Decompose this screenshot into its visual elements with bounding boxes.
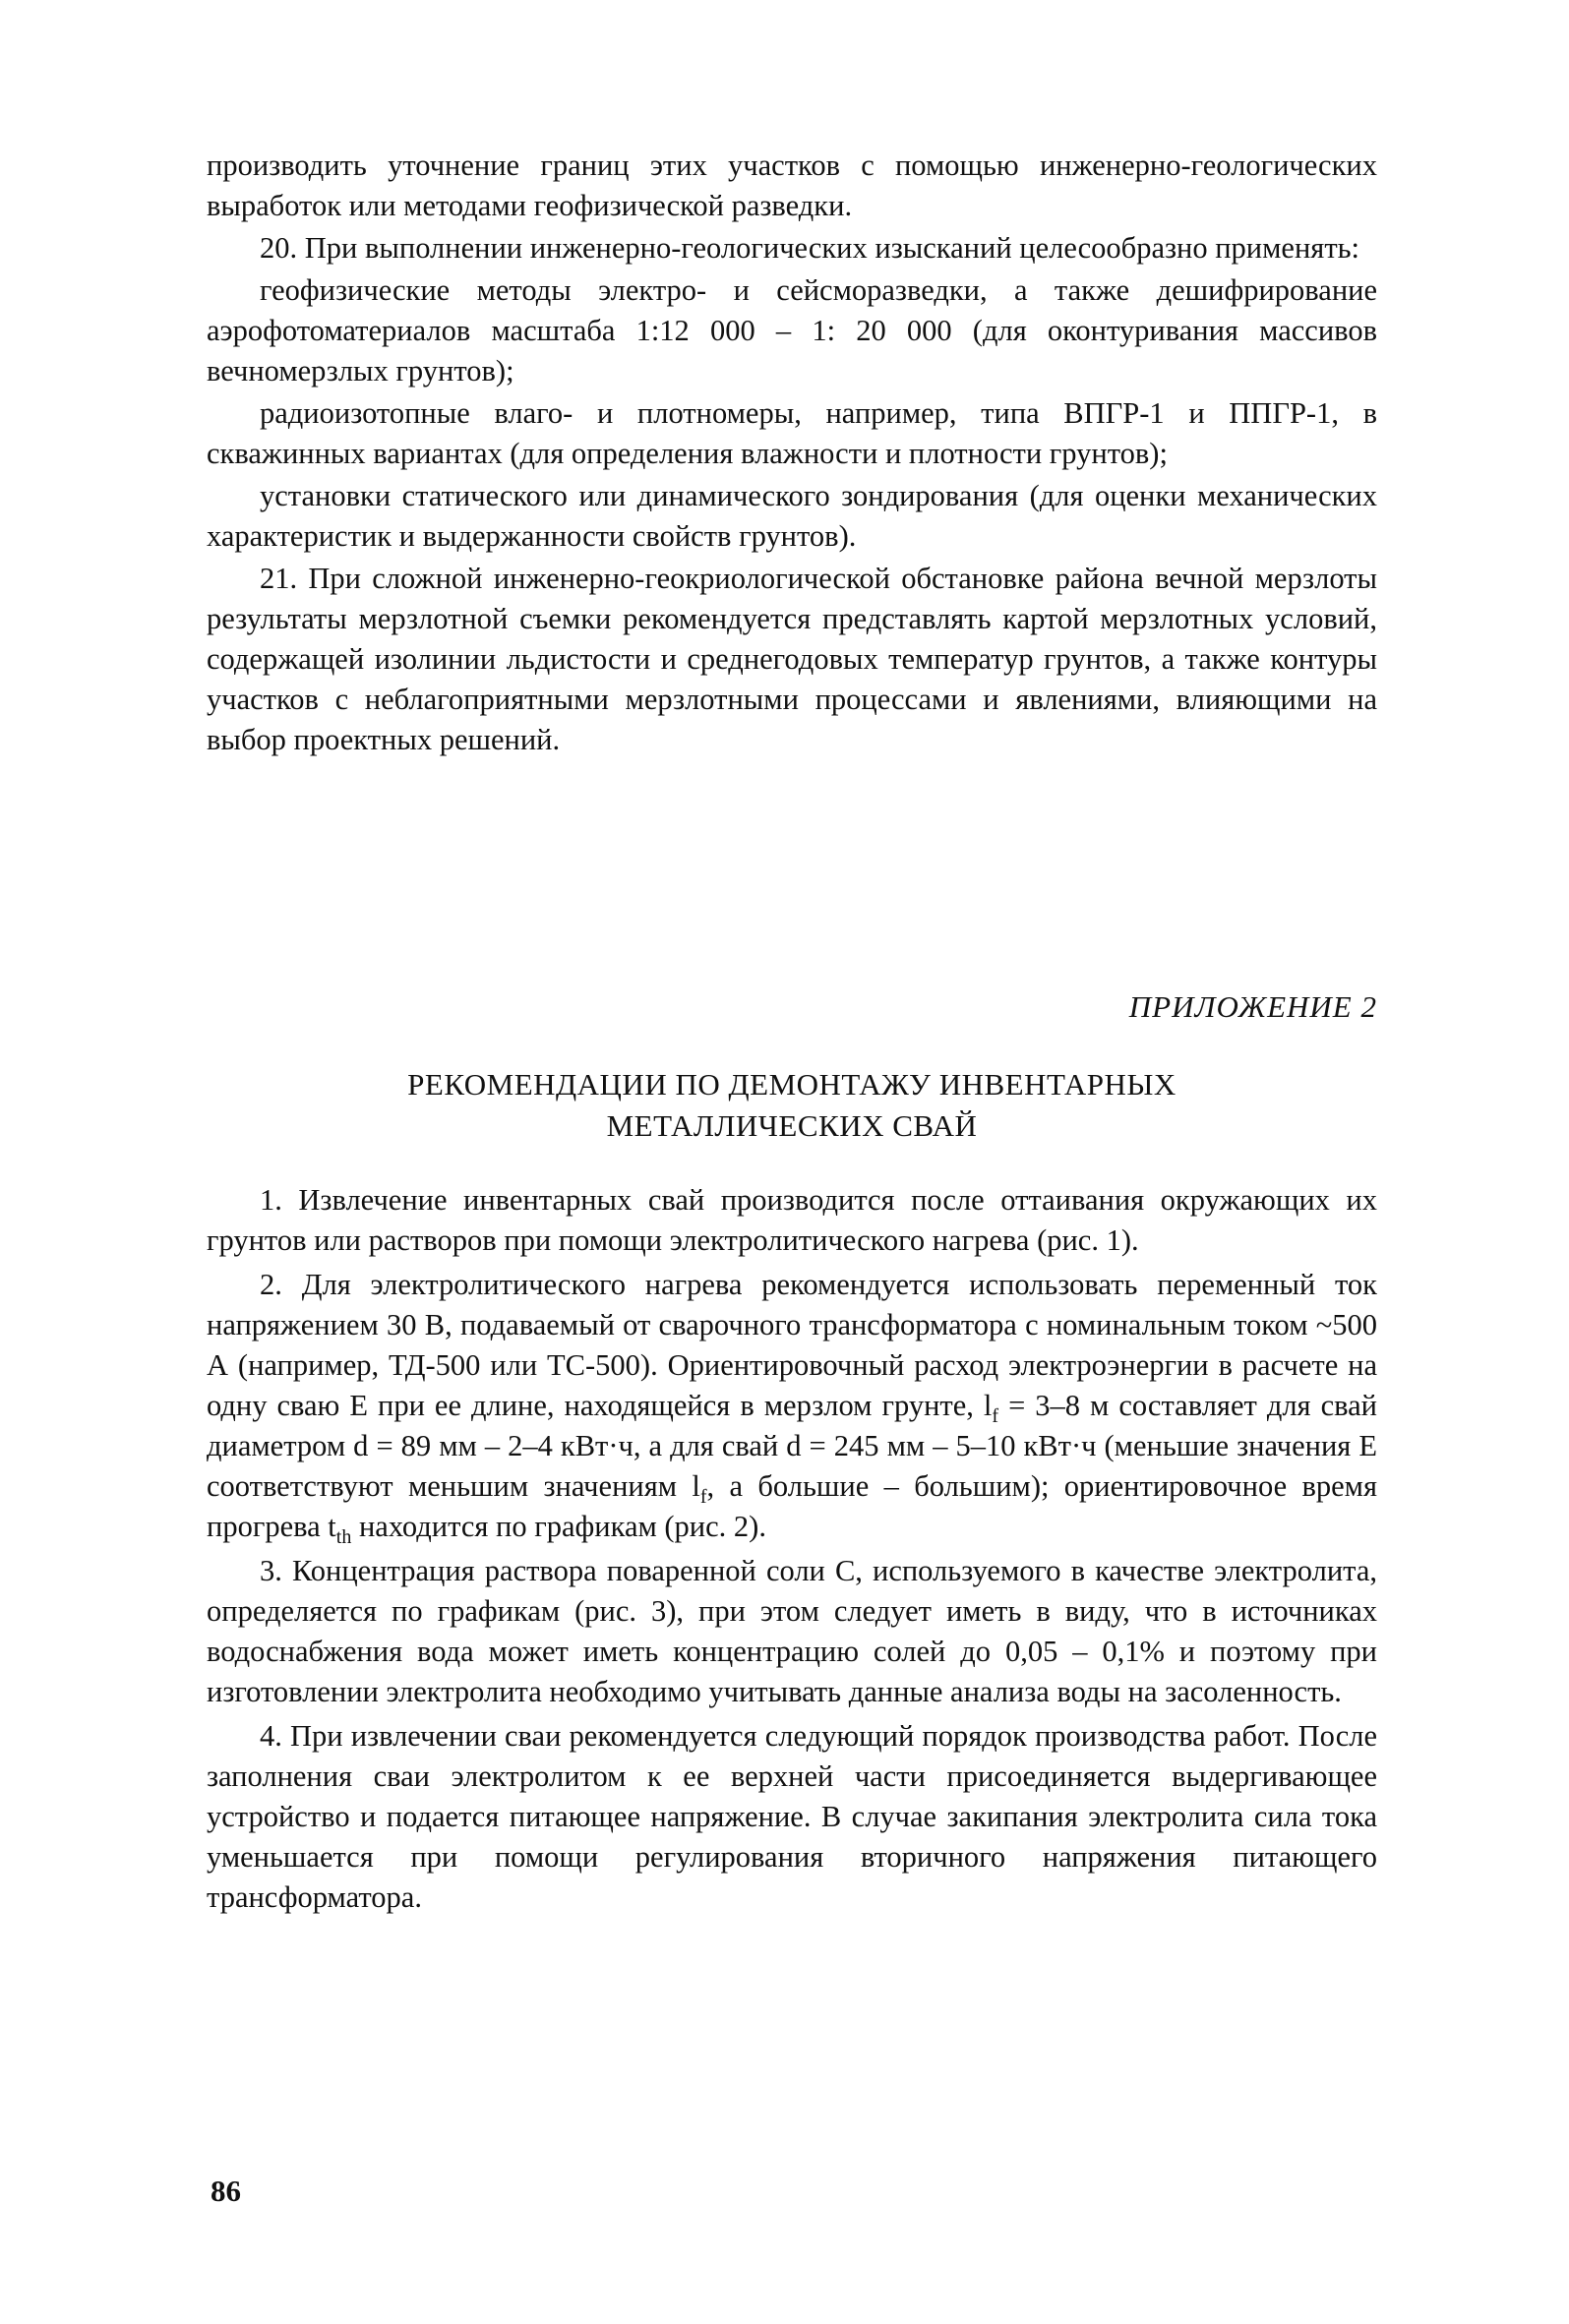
paragraph-1: 1. Извлечение инвентарных свай производится после оттаивания окружающих их грунтов или растворов при помощи электролитического нагрева (рис. 1). [207,1183,1377,1257]
paragraph-2-part-c: , а большие – большим); ориентировочное время прогрева t [207,1469,1377,1543]
subscript-f-2: f [699,1486,707,1509]
top-text-block [207,146,1377,760]
paragraph-2-part-b: = 3–8 м составляет для свай диаметром d = 89 мм – 2–4 кВт·ч, а для свай d = 245 мм – 5–10 кВт·ч (меньшие значения E соответствуют меньшим значениям l [207,1389,1377,1503]
appendix-label: ПРИЛОЖЕНИЕ 2 [1128,989,1377,1024]
subscript-th: th [335,1526,352,1549]
section-title-line-2: МЕТАЛЛИЧЕСКИХ СВАЙ [606,1108,978,1143]
section-title [207,1064,1377,1147]
paragraph-2-part-a: 2. Для электролитического нагрева рекомендуется использовать переменный ток напряжением 30 В, подаваемый от сварочного трансформатора с номинальным током ~500 А (например, ТД-500 или ТС-500). Ориентировочный расход электроэнергии в расчете на одну сваю E при ее длине, находящейся в мерзлом грунте, l [207,1268,1377,1422]
paragraph-3: 3. Концентрация раствора поваренной соли C, используемого в качестве электролита, определяется по графикам (рис. 3), при этом следует иметь в виду, что в источниках водоснабжения вода может иметь концентрацию солей до 0,05 – 0,1% и поэтому при изготовлении электролита необходимо учитывать данные анализа воды на засоленность. [207,1554,1377,1708]
paragraph-20-item-3: установки статического или динамического зондирования (для оценки механических характеристик и выдержанности свойств грунтов). [207,479,1377,553]
subscript-f-1: f [992,1405,999,1428]
paragraph-2-part-d: находится по графикам (рис. 2). [351,1510,766,1543]
appendix-body [207,1180,1377,1922]
paragraph-20-item-1: геофизические методы электро- и сейсморазведки, а также дешифрирование аэрофотоматериалов масштаба 1:12 000 – 1: 20 000 (для оконтуривания массивов вечномерзлых грунтов); [207,273,1377,387]
continued-paragraph: производить уточнение границ этих участков с помощью инженерно-геологических выработок или методами геофизической разведки. [207,149,1377,222]
paragraph-20-intro: 20. При выполнении инженерно-геологических изысканий целесообразно применять: [260,231,1360,265]
page-number: 86 [211,2174,241,2208]
paragraph-4: 4. При извлечении сваи рекомендуется следующий порядок производства работ. После заполнения сваи электролитом к ее верхней части присоединяется выдергивающее устройство и подается питающее напряжение. В случае закипания электролита сила тока уменьшается при помощи регулирования вторичного напряжения питающего трансформатора. [207,1719,1377,1914]
paragraph-20-item-2: радиоизотопные влаго- и плотномеры, например, типа ВПГР-1 и ППГР-1, в скважинных вариантах (для определения влажности и плотности грунтов); [207,396,1377,470]
section-title-line-1: РЕКОМЕНДАЦИИ ПО ДЕМОНТАЖУ ИНВЕНТАРНЫХ [407,1067,1177,1102]
paragraph-2 [207,1265,1377,1547]
paragraph-21: 21. При сложной инженерно-геокриологической обстановке района вечной мерзлоты результаты мерзлотной съемки рекомендуется представлять картой мерзлотных условий, содержащей изолинии льдистости и среднегодовых температур грунтов, а также контуры участков с неблагоприятными мерзлотными процессами и явлениями, влияющими на выбор проектных решений. [207,562,1377,756]
